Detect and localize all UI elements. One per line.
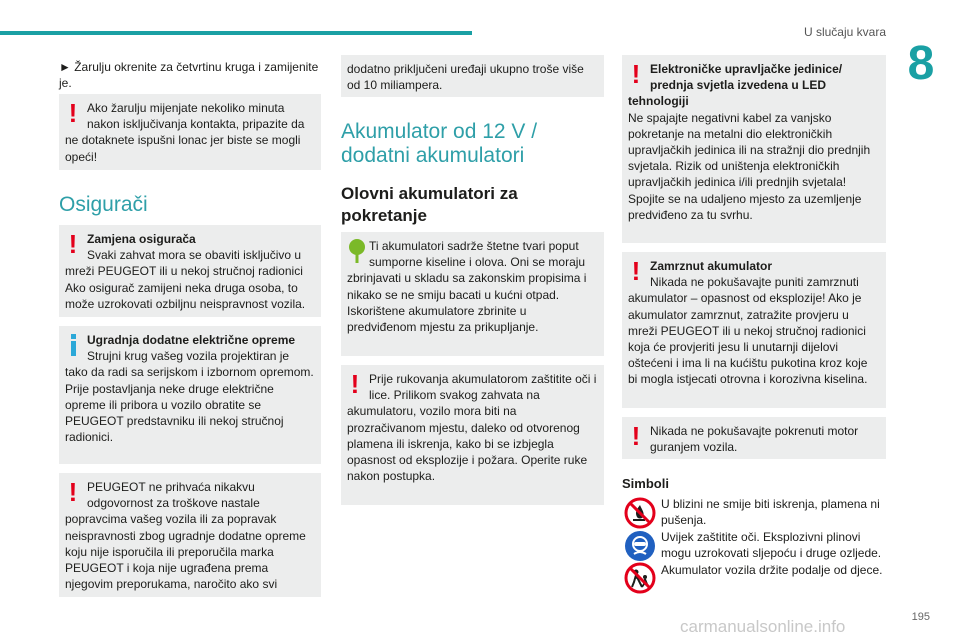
push-start-warning-text: Nikada ne pokušavajte pokrenuti motor guranjem vozila. xyxy=(650,424,859,455)
section-title: U slučaju kvara xyxy=(803,25,886,39)
environment-info-text: Ti akumulatori sadrže štetne tvari poput sumporne kiseline i olova. Oni se moraju zbrinjavati u skladu sa zakonskim propisima i nikako se ne smiju bacati u kućni otpad. Iskorištene akumulatore zbrinite u predviđenom mjestu za prikupljanje. xyxy=(347,239,587,335)
lead-battery-heading-line2: pokretanje xyxy=(341,206,427,225)
warning-icon: ! xyxy=(68,98,78,128)
symbol-eye-protection-text: Uvijek zaštitite oči. Eksplozivni plinovi mogu uzrokovati sljepoću i druge ozljede. xyxy=(661,530,882,561)
frozen-battery-warning-box xyxy=(622,252,886,408)
watermark: carmanualsonline.info xyxy=(680,617,846,636)
hot-exhaust-warning-text: Ako žarulju mijenjate nekoliko minuta nakon isključivanja kontakta, pripazite da ne dotaknete ispušni lonac jer biste se mogli opeći! xyxy=(65,101,305,164)
additional-equipment-info-box xyxy=(59,326,321,464)
battery-heading-line1: Akumulator od 12 V / xyxy=(341,120,538,143)
warning-icon: ! xyxy=(350,369,360,399)
lead-battery-heading-line1: Olovni akumulatori za xyxy=(341,184,518,203)
continued-note-text: dodatno priključeni uređaji ukupno troše više od 10 miliampera. xyxy=(347,62,584,93)
fuse-replacement-title: Zamjena osigurača xyxy=(87,232,196,246)
warning-icon: ! xyxy=(631,59,641,89)
environment-info-box xyxy=(341,232,604,356)
ecu-warning-text: Ne spajajte negativni kabel za vanjsko pokretanje na metalni dio elektroničkih upravljačkih jedinica ili na stražnji dio prednjih svjetala. Rizik od uništenja elektroničkih upravljačkih jedinica i/ili prednjih svjetala! Spojite se na udaljeno mjesto za uzemljenje predviđeno za tu svrhu. xyxy=(628,110,871,222)
peugeot-liability-warning-box xyxy=(59,473,321,597)
fuses-heading: Osigurači xyxy=(59,193,148,216)
eye-protection-icon xyxy=(624,530,656,562)
battery-handling-warning-box xyxy=(341,365,604,505)
warning-icon: ! xyxy=(68,477,78,507)
lead-battery-heading xyxy=(341,183,604,227)
bulb-instruction: ► Žarulju okrenite za četvrtinu kruga i zamijenite je. xyxy=(59,60,319,91)
battery-heading-line2: dodatni akumulatori xyxy=(341,144,525,167)
symbols-heading: Simboli xyxy=(622,476,669,491)
tree-icon xyxy=(347,238,367,264)
info-icon xyxy=(71,334,76,356)
push-start-warning-box xyxy=(622,417,886,459)
frozen-battery-title: Zamrznut akumulator xyxy=(650,259,773,273)
battery-heading xyxy=(341,120,604,168)
fuse-replacement-warning-box xyxy=(59,225,321,317)
warning-icon: ! xyxy=(631,256,641,286)
peugeot-liability-text: PEUGEOT ne prihvaća nikakvu odgovornost za troškove nastale popravcima vašeg vozila ili za popravak neispravnosti zbog ugradnje dodatne opreme koju nije isporučila ili preporučila marka PEUGEOT i koja nije ugrađena prema njegovim preporukama, naročito ako svi xyxy=(65,480,306,592)
continued-note-box xyxy=(341,55,604,97)
fuse-replacement-text: Svaki zahvat mora se obaviti isključivo u mreži PEUGEOT ili u nekoj stručnoj radionici Ako osigurač zamijeni neka druga osoba, to može uzrokovati ozbiljnu neispravnost vozila. xyxy=(65,248,306,311)
additional-equipment-title: Ugradnja dodatne električne opreme xyxy=(87,333,296,347)
symbol-no-flame-text: U blizini ne smije biti iskrenja, plamena ni pušenja. xyxy=(661,497,880,528)
battery-handling-text: Prije rukovanja akumulatorom zaštitite oči i lice. Prilikom svakog zahvata na akumulatoru, vozilo mora biti na prozračivanom mjestu, daleko od otvorenog plamena ili iskrenja, kako bi se izbjegla opasnost od eksplozije i požara. Operite ruke nakon postupka. xyxy=(347,372,597,484)
keep-away-children-icon xyxy=(624,562,656,594)
header-accent-bar xyxy=(0,31,472,35)
warning-icon: ! xyxy=(68,229,78,259)
symbol-children-text: Akumulator vozila držite podalje od djece. xyxy=(661,563,883,577)
ecu-warning-title: Elektroničke upravljačke jedinice/ prednja svjetla izvedena u LED tehnologiji xyxy=(628,62,843,109)
frozen-battery-text: Nikada ne pokušavajte puniti zamrznuti akumulator – opasnost od eksplozije! Ako je akumulator zamrznut, zatražite provjeru u mreži PEUGEOT ili u nekoj stručnoj radionici koja će provjeriti jesu li unutarnji dijelovi oštećeni i ima li na kućištu pukotina kroz koje bi mogla istjecati otrovna i korozivna kiselina. xyxy=(628,275,868,387)
warning-icon: ! xyxy=(631,421,641,451)
hot-exhaust-warning-box xyxy=(59,94,321,170)
no-flame-icon xyxy=(624,497,656,529)
additional-equipment-text: Strujni krug vašeg vozila projektiran je tako da radi sa serijskom i izbornom opremom. Prije postavljanja neke druge električne opreme ili pribora u vozilo obratite se PEUGEOT predstavniku ili nekoj stručnoj radionici. xyxy=(65,349,314,445)
ecu-warning-box xyxy=(622,55,886,243)
chapter-number: 8 xyxy=(907,37,935,90)
page-number: 195 xyxy=(911,611,930,623)
